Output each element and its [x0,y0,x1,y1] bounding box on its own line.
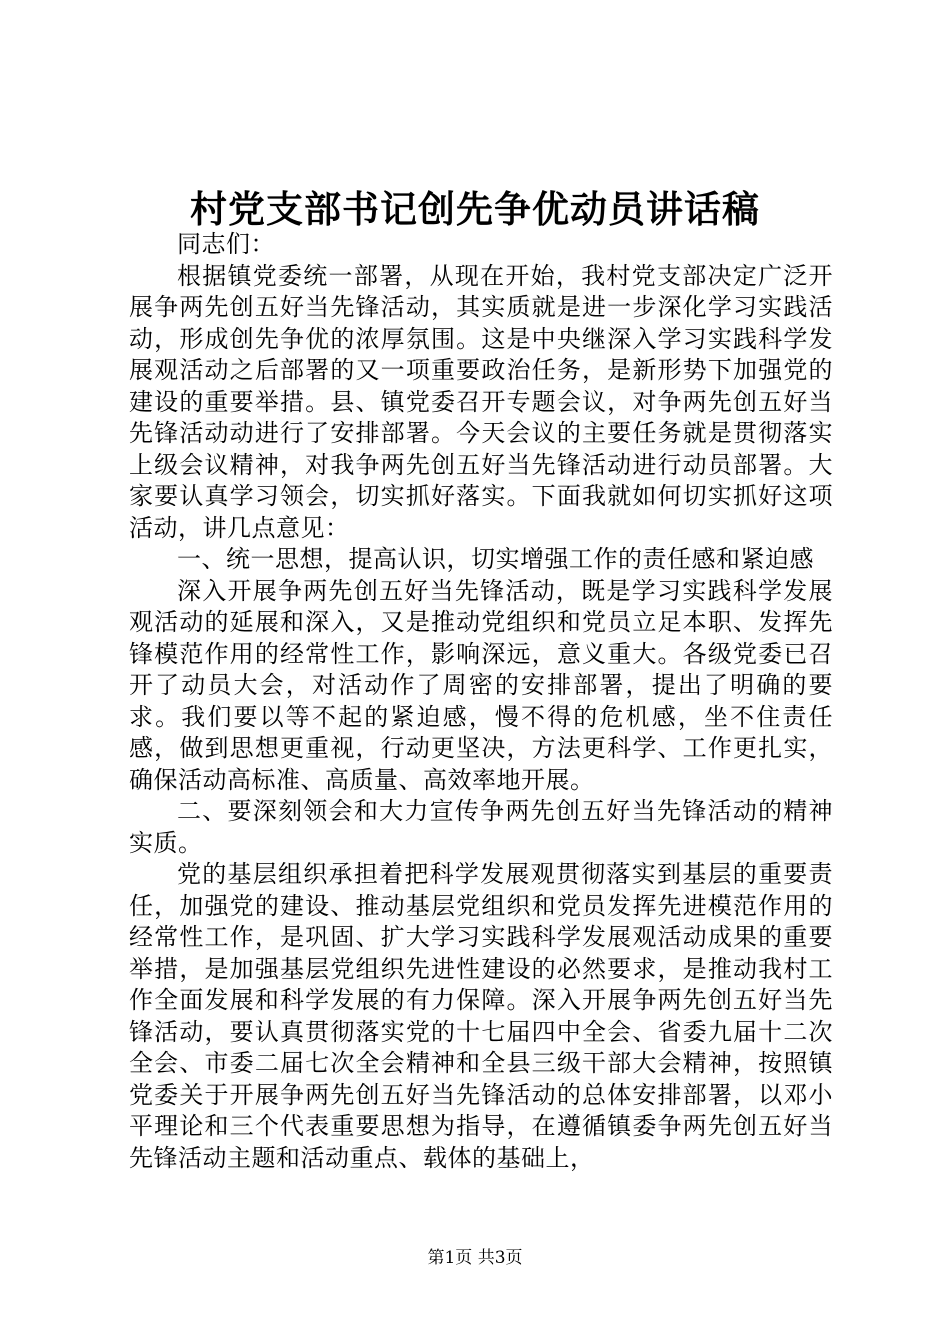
page-footer: 第1页 共3页 [427,1248,523,1268]
paragraph-intro: 根据镇党委统一部署，从现在开始，我村党支部决定广泛开展争两先创五好当先锋活动，其实质就是进一步深化学习实践活动，形成创先争优的浓厚氛围。这是中央继深入学习实践科学发展观活动之后部署的又一项重要政治任务，是新形势下加强党的建设的重要举措。县、镇党委召开专题会议，对争两先创五好当先锋活动动进行了安排部署。今天会议的主要任务就是贯彻落实上级会议精神，对我争两先创五好当先锋活动进行动员部署。大家要认真学习领会，切实抓好落实。下面我就如何切实抓好这项活动，讲几点意见： [129,261,833,542]
paragraph-section-2: 党的基层组织承担着把科学发展观贯彻落实到基层的重要责任，加强党的建设、推动基层党组织和党员发挥先进模范作用的经常性工作，是巩固、扩大学习实践科学发展观活动成果的重要举措，是加强基层党组织先进性建设的必然要求，是推动我村工作全面发展和科学发展的有力保障。深入开展争两先创五好当先锋活动，要认真贯彻落实党的十七届四中全会、省委九届十二次全会、市委二届七次全会精神和全县三级干部大会精神，按照镇党委关于开展争两先创五好当先锋活动的总体安排部署，以邓小平理论和三个代表重要思想为指导，在遵循镇委争两先创五好当先锋活动主题和活动重点、载体的基础上， [129,860,833,1172]
paragraph-section-1: 深入开展争两先创五好当先锋活动，既是学习实践科学发展观活动的延展和深入，又是推动党组织和党员立足本职、发挥先锋模范作用的经常性工作，影响深远，意义重大。各级党委已召开了动员大会，对活动作了周密的安排部署，提出了明确的要求。我们要以等不起的紧迫感，慢不得的危机感，坐不住责任感，做到思想更重视，行动更坚决，方法更科学、工作更扎实，确保活动高标准、高质量、高效率地开展。 [129,576,833,794]
page-title: 村党支部书记创先争优动员讲话稿 [190,187,760,231]
salutation: 同志们： [177,230,275,258]
section-heading-2: 二、要深刻领会和大力宣传争两先创五好当先锋活动的精神实质。 [129,797,833,857]
section-heading-1: 一、统一思想，提高认识，切实增强工作的责任感和紧迫感 [177,545,814,573]
document-body [129,229,833,1174]
